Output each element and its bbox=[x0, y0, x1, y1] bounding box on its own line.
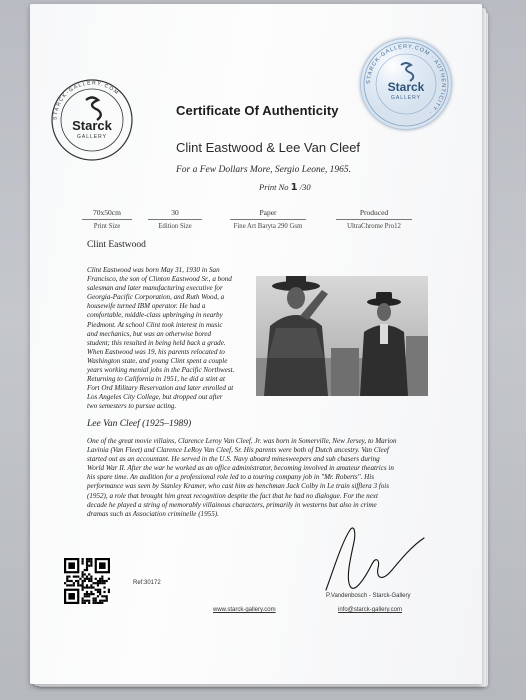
email-link[interactable]: info@starck-gallery.com bbox=[338, 607, 402, 613]
biography-line: Georgia-Pacific Corporation, and Ruth Wood, a bbox=[87, 293, 225, 302]
artwork-subtitle: For a Few Dollars More, Sergio Leone, 1965. bbox=[176, 165, 352, 175]
biography-line: his spare time. An audition for a professional role led to a touring company job in "Mr. Roberts". His bbox=[87, 473, 375, 482]
print-number bbox=[259, 182, 311, 193]
print-no-label: Print No bbox=[259, 182, 289, 192]
biography-line: student; this resulted in being held back a grade. bbox=[87, 338, 226, 347]
spec-value: 30 bbox=[148, 208, 202, 220]
lee-van-cleef-biography bbox=[87, 437, 447, 519]
biography-line: comfortable, middle-class upbringing in nearby bbox=[87, 311, 223, 320]
spec-label: Edition Size bbox=[158, 223, 192, 230]
biography-line: performance was seen by Stanley Kramer, who cast him as henchman Jack Colby in Le train sifflera 3 fois bbox=[87, 482, 390, 491]
print-no-total: /30 bbox=[299, 182, 311, 192]
biography-line: and mechanics, but was an otherwise bored bbox=[87, 329, 212, 338]
signatory-name: P.Vandenbosch - Starck-Gallery bbox=[326, 593, 411, 599]
clint-eastwood-biography bbox=[87, 266, 255, 412]
biography-line: two semesters to pursue acting. bbox=[87, 402, 177, 411]
biography-line: decade he played a string of memorably villainous characters, primarily in westerns but also in crime bbox=[87, 500, 377, 509]
hologram-name: Starck bbox=[387, 80, 425, 94]
spec-value: 70x50cm bbox=[82, 208, 132, 220]
logo-subname: GALLERY bbox=[77, 134, 107, 140]
artwork-names: Clint Eastwood & Lee Van Cleef bbox=[176, 140, 361, 155]
spec-paper bbox=[230, 208, 306, 230]
section-heading-clint-eastwood: Clint Eastwood bbox=[87, 240, 146, 250]
biography-line: Fort Ord Military Reservation and later enrolled at bbox=[87, 384, 234, 393]
hologram-seal bbox=[360, 38, 452, 130]
biography-line: Francisco, the son of Clinton Eastwood Sr., a bond bbox=[87, 275, 232, 284]
qr-code[interactable] bbox=[64, 558, 110, 604]
spec-produced bbox=[336, 208, 412, 230]
spec-edition-size bbox=[148, 208, 202, 230]
biography-line: Washington state, and young Clint spent a couple bbox=[87, 356, 228, 365]
biography-line: (1952), a role that brought him great recognition despite the fact that he had no dialogue. For the next bbox=[87, 491, 378, 500]
biography-line: salesman and later manufacturing executive for bbox=[87, 284, 223, 293]
logo-ring-text: STARCK-GALLERY.COM bbox=[52, 80, 121, 121]
hologram-subname: GALLERY bbox=[391, 95, 421, 101]
handwritten-signature bbox=[320, 520, 430, 600]
spec-label: UltraChrome Pro12 bbox=[347, 223, 401, 230]
spec-print-size bbox=[82, 208, 132, 230]
starck-gallery-logo bbox=[50, 78, 134, 162]
biography-line: Lavinia (Van Fleet) and Clarence LeRoy Van Cleef, Sr. His parents were both of Dutch ancestry. Van Cleef bbox=[87, 446, 389, 455]
biography-line: World War II. After the war he worked as an office administrator, becoming involved in amateur theatrics in bbox=[87, 464, 394, 473]
spec-value: Produced bbox=[336, 208, 412, 220]
section-heading-lee-van-cleef: Lee Van Cleef (1925–1989) bbox=[87, 419, 192, 429]
film-still-photo bbox=[256, 276, 428, 396]
biography-line: One of the great movie villains, Clarence Leroy Van Cleef, Jr. was born in Somerville, New Jersey, to Marion bbox=[87, 437, 397, 445]
website-link[interactable]: www.starck-gallery.com bbox=[213, 607, 276, 613]
biography-line: Piedmont. At school Clint took interest in music bbox=[87, 320, 223, 329]
biography-line: When Eastwood was 19, his parents relocated to bbox=[87, 347, 225, 356]
biography-line: started out as an accountant. He served in the U.S. Navy aboard minesweepers and sub chasers during bbox=[87, 455, 380, 464]
spec-value: Paper bbox=[230, 208, 306, 220]
reference-number: Ref:30172 bbox=[133, 580, 161, 586]
hologram-ring-text: STARCK-GALLERY.COM · AUTHENTICITY · bbox=[365, 43, 447, 116]
spec-label: Fine Art Baryta 290 Gsm bbox=[233, 223, 303, 230]
certificate-title: Certificate Of Authenticity bbox=[176, 103, 339, 118]
biography-line: Los Angeles City College, but dropped out after bbox=[87, 393, 223, 402]
logo-name: Starck bbox=[72, 118, 112, 133]
biography-line: Returning to California in 1951, he did a stint at bbox=[87, 375, 225, 384]
biography-line: Clint Eastwood was born May 31, 1930 in San bbox=[87, 266, 220, 274]
biography-line: housewife turned IBM operator. He had a bbox=[87, 302, 206, 311]
spec-label: Print Size bbox=[93, 223, 121, 230]
hologram-graphic bbox=[361, 39, 451, 129]
biography-line: years working menial jobs in the Pacific Northwest. bbox=[87, 366, 235, 375]
biography-line: dramas such as Association criminelle (1955). bbox=[87, 509, 219, 518]
print-no-value: 1 bbox=[290, 182, 298, 193]
